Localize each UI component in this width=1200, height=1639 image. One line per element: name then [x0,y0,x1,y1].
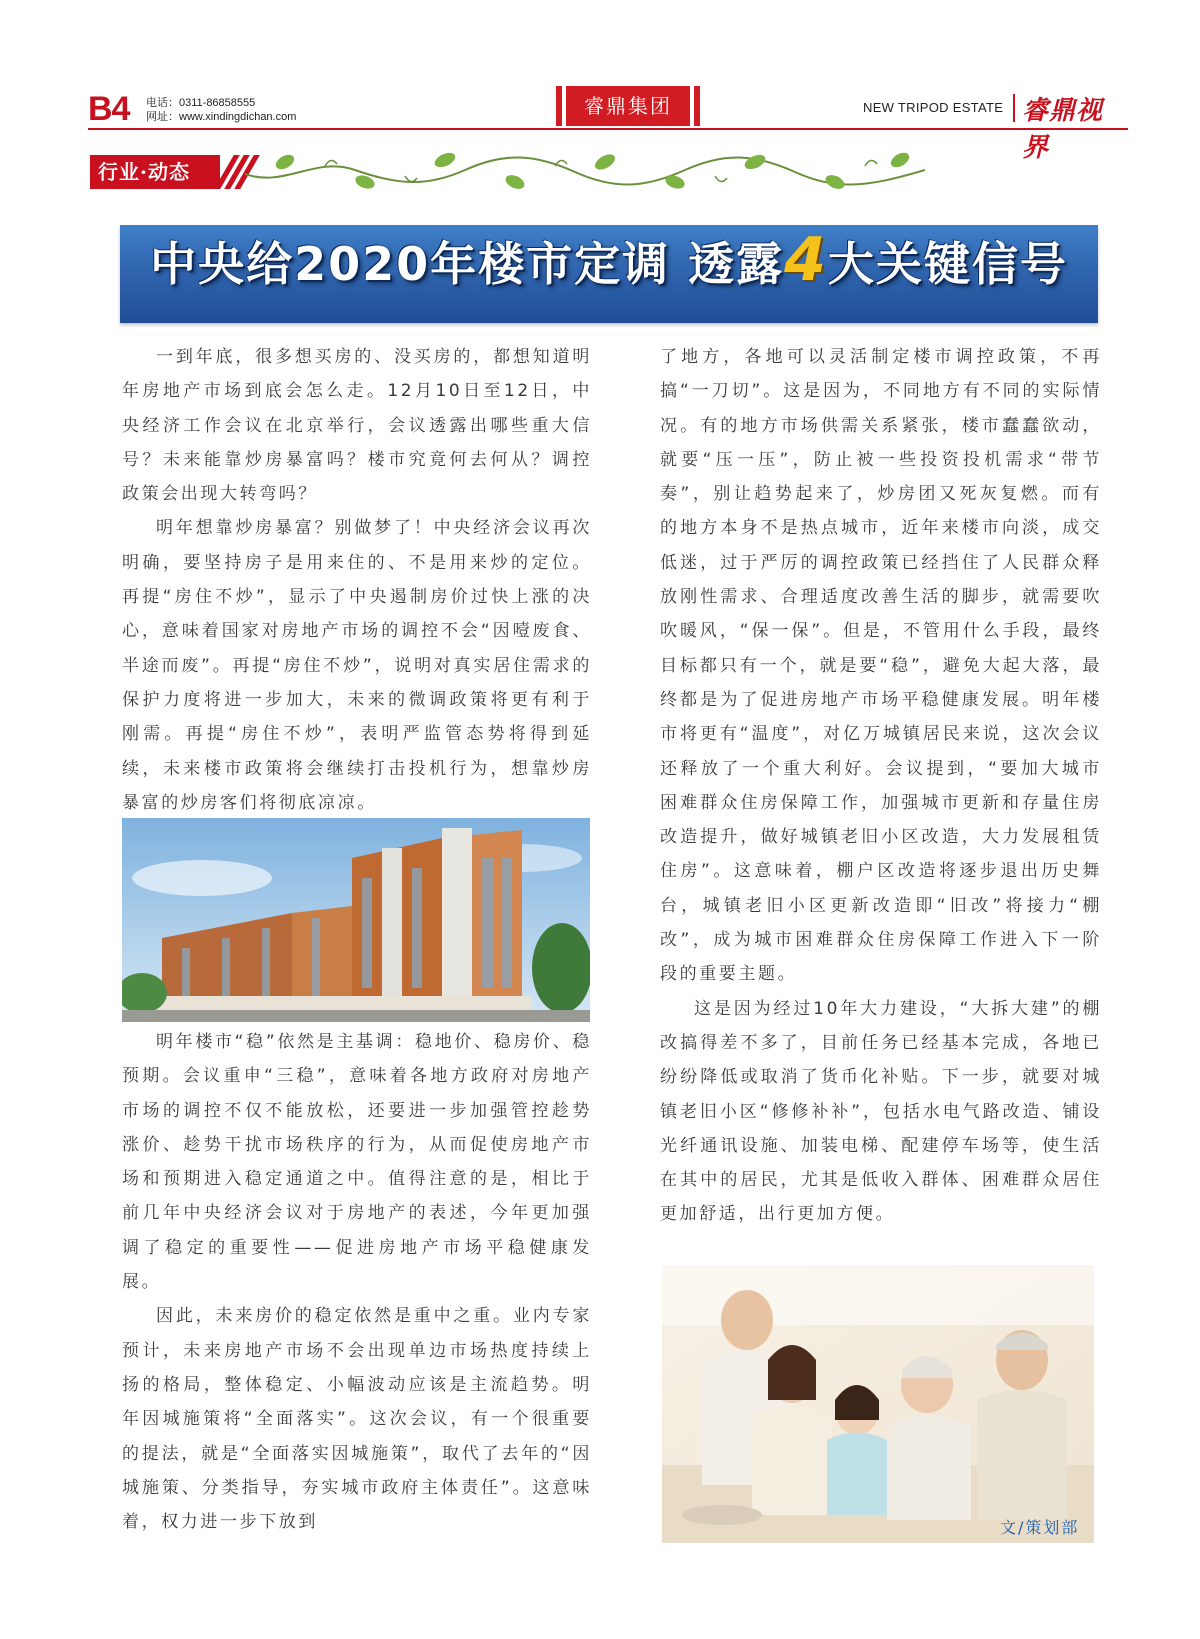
page-number: B4 [88,90,130,128]
title-banner [120,225,1098,323]
header-rule [88,128,1128,130]
header-separator [1013,94,1015,122]
paragraph: 这是因为经过10年大力建设，“大拆大建”的棚改搞得差不多了，目前任务已经基本完成，各地已纷纷降低或取消了货币化补贴。下一步，就要对城镇老旧小区“修修补补”，包括水电气路改造、铺设光纤通讯设施、加装电梯、配建停车场等，使生活在其中的居民，尤其是低收入群体、困难群众居住更加舒适，出行更加方便。 [660,998,1102,1225]
vine-decoration [245,148,925,192]
page-header [88,90,1128,163]
author-credit: 文/策划部 [1000,1518,1080,1537]
title-number: 4 [784,225,828,295]
section-label: 行业·动态 [90,155,220,189]
title-part-b: 大关键信号 [827,237,1068,291]
left-column-top [122,340,592,820]
paragraph: 明年楼市“稳”依然是主基调：稳地价、稳房价、稳预期。会议重申“三稳”，意味着各地方政府对房地产市场的调控不仅不能放松，还要进一步加强管控趁势涨价、趁势干扰市场秩序的行为，从而促使房地产市场和预期进入稳定通道之中。值得注意的是，相比于前几年中央经济会议对于房地产的表述，今年更加强调了稳定的重要性——促进房地产市场平稳健康发展。 [122,1032,592,1293]
paragraph: 了地方，各地可以灵活制定楼市调控政策，不再搞“一刀切”。这是因为，不同地方有不同的实际情况。有的地方市场供需关系紧张，楼市蠢蠢欲动，就要“压一压”，防止被一些投资投机需求“带节奏”，别让趋势起来了，炒房团又死灰复燃。而有的地方本身不是热点城市，近年来楼市向淡，成交低迷，过于严厉的调控政策已经挡住了人民群众释放刚性需求、合理适度改善生活的脚步，就需要吹吹暖风，“保一保”。但是，不管用什么手段，最终目标都只有一个，就是要“稳”，避免大起大落，最终都是为了促进房地产市场平稳健康发展。明年楼市将更有“温度”，对亿万城镇居民来说，这次会议还释放了一个重大利好。会议提到，“要加大城市困难群众住房保障工作，加强城市更新和存量住房改造提升，做好城镇老旧小区改造，大力发展租赁住房”。这意味着，棚户区改造将逐步退出历史舞台，城镇老旧小区更新改造即“旧改”将接力“棚改”，成为城市困难群众住房保障工作进入下一阶段的重要主题。 [660,347,1102,985]
article-title [120,225,1098,295]
title-part-a: 中央给2020年楼市定调 透露 [150,237,785,291]
phone-text: 电话：0311-86858555 [146,97,256,109]
estate-label: NEW TRIPOD ESTATE [863,100,1004,115]
family-photo [662,1265,1094,1543]
paragraph: 因此，未来房价的稳定依然是重中之重。业内专家预计，未来房地产市场不会出现单边市场热度持续上扬的格局，整体稳定、小幅波动应该是主流趋势。明年因城施策将“全面落实”。这次会议，有一个很重要的提法，就是“全面落实因城施策”，取代了去年的“因城施策、分类指导，夯实城市政府主体责任”。这意味着，权力进一步下放到 [122,1306,592,1533]
website-text: 网址：www.xindingdichan.com [146,111,297,123]
contact-info [146,96,296,124]
section-tag [90,155,255,189]
brand-logo: 睿鼎视界 [1022,96,1104,163]
paragraph: 明年想靠炒房暴富？别做梦了！中央经济会议再次明确，要坚持房子是用来住的、不是用来炒的定位。再提“房住不炒”，显示了中央遏制房价过快上涨的决心，意味着国家对房地产市场的调控不会“因噎废食、半途而废”。再提“房住不炒”，说明对真实居住需求的保护力度将进一步加大，未来的微调政策将更有利于刚需。再提“房住不炒”，表明严监管态势将得到延续，未来楼市政策将会继续打击投机行为，想靠炒房暴富的炒房客们将彻底凉凉。 [122,518,592,813]
building-photo [122,818,590,1022]
paragraph: 一到年底，很多想买房的、没买房的，都想知道明年房地产市场到底会怎么走。12月10日至12日，中央经济工作会议在北京举行，会议透露出哪些重大信号？未来能靠炒房暴富吗？楼市究竟何去何从？调控政策会出现大转弯吗？ [122,347,592,505]
right-column [660,340,1102,1232]
left-column-bottom [122,1025,592,1539]
group-label: 睿鼎集团 [566,86,690,126]
